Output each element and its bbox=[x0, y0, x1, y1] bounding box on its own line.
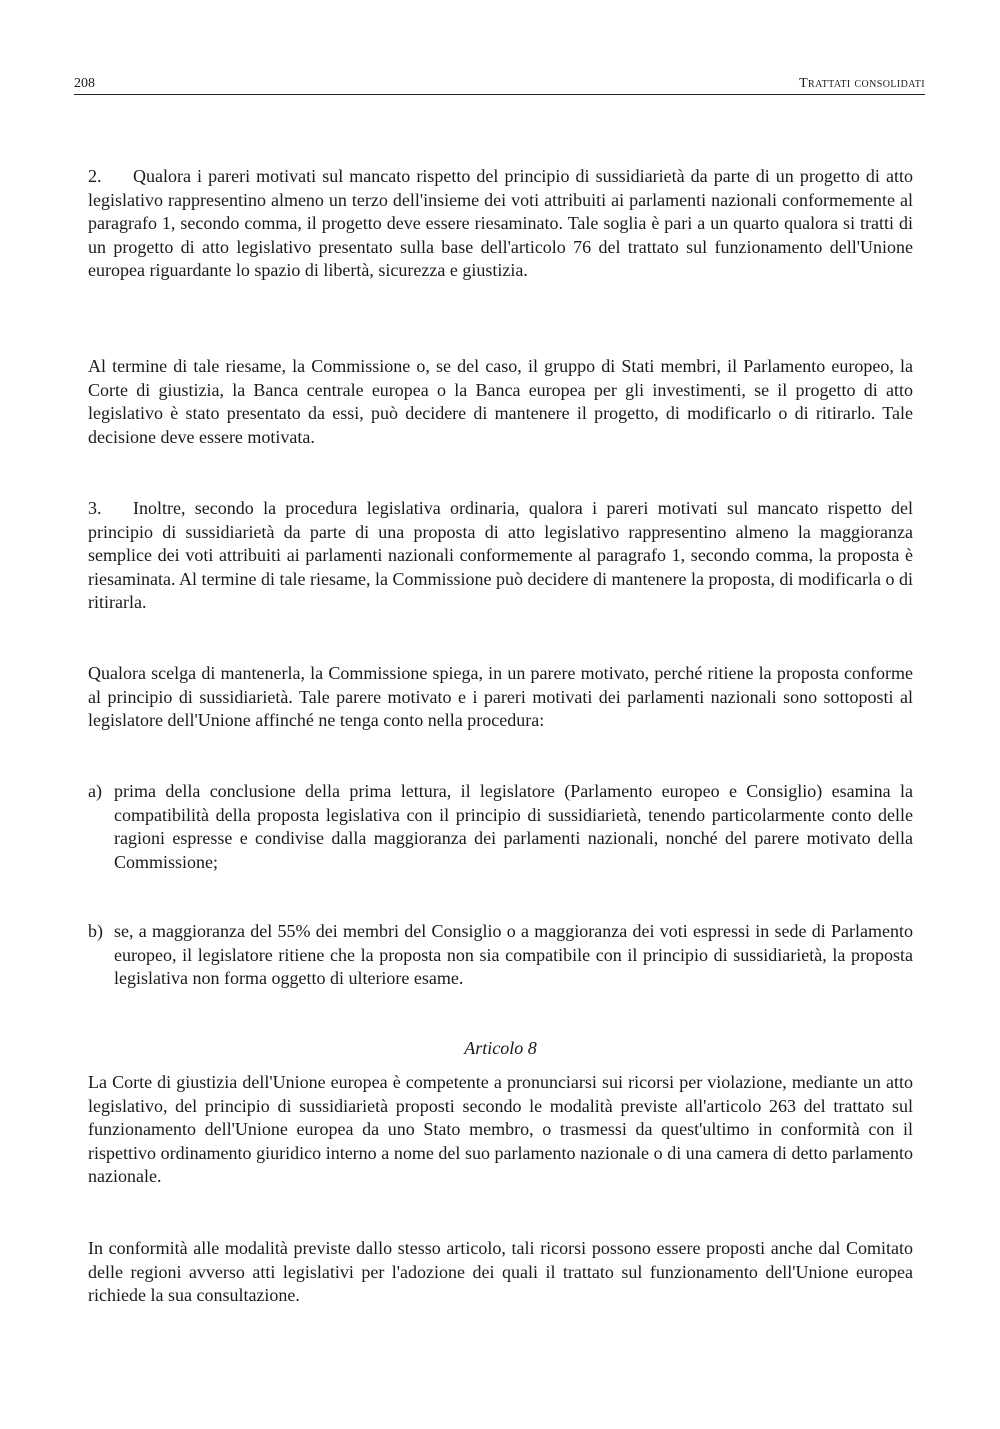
paragraph-text: Qualora i pareri motivati sul mancato rispetto del principio di sussidiarietà da parte di un progetto di atto legislativo rappresentino almeno un terzo dell'insieme dei voti attribuiti ai parlamenti nazionali conformemente al paragrafo 1, secondo comma, il progetto deve essere riesaminato. Tale soglia è pari a un quarto qualora si tratti di un progetto di atto legislativo presentato sulla base dell'articolo 76 del trattato sul funzionamento dell'Unione europea riguardante lo spazio di libertà, sicurezza e giustizia. bbox=[88, 166, 913, 280]
paragraph-text: Inoltre, secondo la procedura legislativa ordinaria, qualora i pareri motivati sul mancato rispetto del principio di sussidiarietà da parte di una proposta di atto legislativo rappresentino almeno la maggioranza semplice dei voti attribuiti ai parlamenti nazionali conformemente al paragrafo 1, secondo comma, la proposta è riesaminata. Al termine di tale riesame, la Commissione può decidere di mantenere la proposta, di modificarla o di ritirarla. bbox=[88, 498, 913, 612]
list-item-a: prima della conclusione della prima lettura, il legislatore (Parlamento europeo e Consiglio) esamina la compatibilità della proposta legislativa con il principio di sussidiarietà, tenendo particolarmente conto delle ragioni espresse e condivise dalla maggioranza dei parlamenti nazionali, nonché del parere motivato della Commissione; bbox=[114, 781, 913, 872]
paragraph-3-second: Qualora scelga di mantenerla, la Commissione spiega, in un parere motivato, perché ritiene la proposta conforme al principio di sussidiarietà. Tale parere motivato e i pareri motivati dei parlamenti nazionali sono sottoposti al legislatore dell'Unione affinché ne tenga conto nella procedura: bbox=[88, 663, 913, 730]
paragraph-number: 3. bbox=[88, 498, 102, 518]
article-heading: Articolo 8 bbox=[464, 1038, 537, 1058]
list-item-marker-a: a) bbox=[88, 781, 102, 801]
running-title: Trattati consolidati bbox=[799, 76, 925, 91]
page-number: 208 bbox=[74, 76, 95, 91]
list-item-marker-b: b) bbox=[88, 921, 103, 941]
article-8-paragraph-1: La Corte di giustizia dell'Unione europea è competente a pronunciarsi sui ricorsi per violazione, mediante un atto legislativo, del principio di sussidiarietà proposti secondo le modalità previste all'articolo 263 del trattato sul funzionamento dell'Unione europea da uno Stato membro, o trasmessi da quest'ultimo in conformità con il rispettivo ordinamento giuridico interno a nome del suo parlamento nazionale o di una camera di detto parlamento nazionale. bbox=[88, 1072, 913, 1186]
paragraph-number: 2. bbox=[88, 166, 102, 186]
article-8-paragraph-2: In conformità alle modalità previste dallo stesso articolo, tali ricorsi possono essere proposti anche dal Comitato delle regioni avverso atti legislativi per l'adozione dei quali il trattato sul funzionamento dell'Unione europea richiede la sua consultazione. bbox=[88, 1238, 913, 1305]
paragraph-3 bbox=[88, 497, 913, 615]
paragraph-2-second: Al termine di tale riesame, la Commissione o, se del caso, il gruppo di Stati membri, il Parlamento europeo, la Corte di giustizia, la Banca centrale europea o la Banca europea per gli investimenti, se il progetto di atto legislativo è stato presentato da essi, può decidere di mantenere il progetto, di modificarlo o di ritirarlo. Tale decisione deve essere motivata. bbox=[88, 356, 913, 447]
list-item-b: se, a maggioranza del 55% dei membri del Consiglio o a maggioranza dei voti espressi in sede di Parlamento europeo, il legislatore ritiene che la proposta non sia compatibile con il principio di sussidiarietà, la proposta legislativa non forma oggetto di ulteriore esame. bbox=[114, 921, 913, 988]
page-header bbox=[74, 74, 925, 95]
paragraph-2 bbox=[88, 165, 913, 283]
